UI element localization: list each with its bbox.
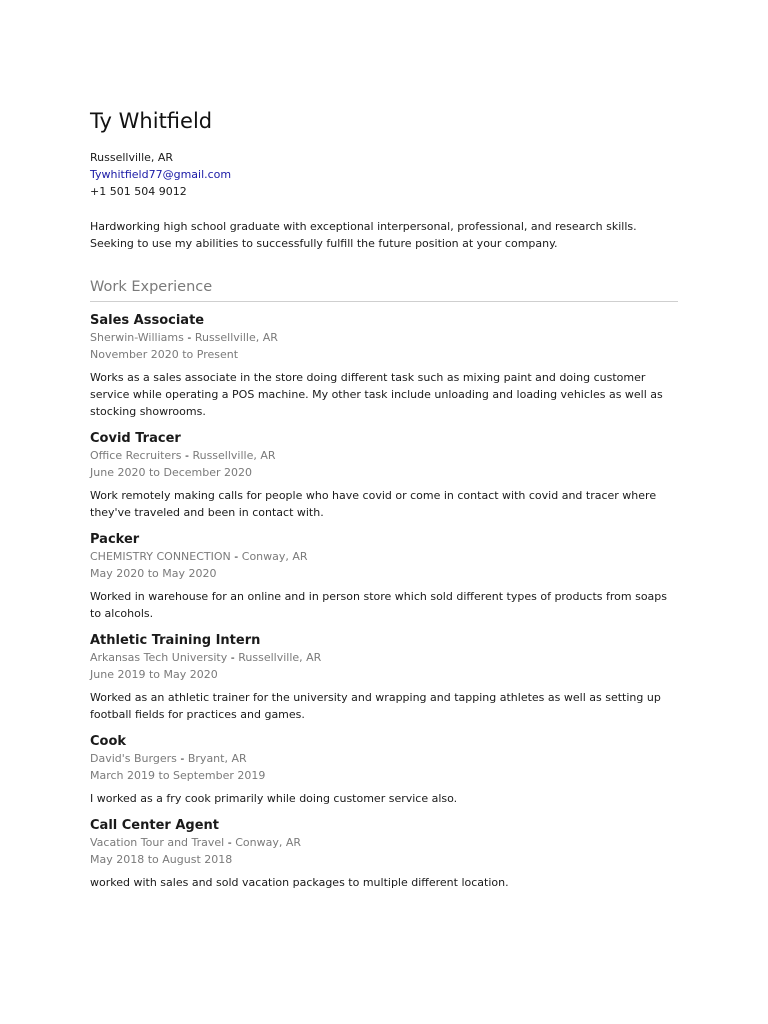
job-dates: March 2019 to September 2019 [90,769,266,782]
job-location: Conway, AR [241,550,308,563]
job-dates: May 2018 to August 2018 [90,853,233,866]
job-employer [90,447,678,464]
job-title: Covid Tracer [90,431,181,446]
job-description: worked with sales and sold vacation packages to multiple different location. [90,876,509,889]
separator: - [187,331,192,344]
job-title: Cook [90,734,127,749]
separator: - [230,651,235,664]
job-entry [90,531,678,622]
location: Russellville, AR [90,151,174,164]
job-title: Packer [90,532,140,547]
job-entry [90,312,678,420]
job-title: Call Center Agent [90,818,219,833]
job-title: Sales Associate [90,313,205,328]
job-employer [90,649,678,666]
job-entry [90,632,678,723]
company-name: Vacation Tour and Travel [90,836,225,849]
job-location: Russellville, AR [194,331,278,344]
company-name: Office Recruiters [90,449,182,462]
job-entry [90,817,678,891]
job-list [90,312,678,891]
company-name: CHEMISTRY CONNECTION [90,550,231,563]
candidate-name: Ty Whitfield [90,109,213,133]
separator: - [227,836,232,849]
job-entry [90,733,678,807]
contact-info [90,149,678,200]
job-employer [90,750,678,767]
separator: - [180,752,185,765]
job-description: I worked as a fry cook primarily while doing customer service also. [90,792,458,805]
job-dates: May 2020 to May 2020 [90,567,217,580]
separator: - [234,550,239,563]
job-description: Works as a sales associate in the store doing different task such as mixing paint and doing customer service while operating a POS machine. My other task include unloading and loading vehicles as well as stocking showrooms. [90,371,663,418]
job-employer [90,329,678,346]
job-employer [90,548,678,565]
job-location: Russellville, AR [238,651,322,664]
job-location: Russellville, AR [192,449,276,462]
job-description: Work remotely making calls for people who have covid or come in contact with covid and tracer where they've traveled and been in contact with. [90,489,657,519]
job-description: Worked as an athletic trainer for the university and wrapping and tapping athletes as well as setting up football fields for practices and games. [90,691,661,721]
summary: Hardworking high school graduate with exceptional interpersonal, professional, and research skills. Seeking to use my abilities to successfully fulfill the future position at your company. [90,220,637,250]
job-dates: June 2020 to December 2020 [90,466,253,479]
separator: - [184,449,189,462]
job-description: Worked in warehouse for an online and in person store which sold different types of products from soaps to alcohols. [90,590,668,620]
company-name: Sherwin-Williams [90,331,184,344]
resume-content [90,108,678,891]
job-dates: November 2020 to Present [90,348,239,361]
company-name: Arkansas Tech University [90,651,228,664]
job-dates: June 2019 to May 2020 [90,668,218,681]
job-location: Bryant, AR [187,752,247,765]
job-location: Conway, AR [235,836,302,849]
job-employer [90,834,678,851]
job-title: Athletic Training Intern [90,633,261,648]
email-link[interactable]: Tywhitfield77@gmail.com [90,168,232,181]
section-title-work-experience: Work Experience [90,279,678,302]
job-entry [90,430,678,521]
company-name: David's Burgers [90,752,177,765]
phone: +1 501 504 9012 [90,185,187,198]
